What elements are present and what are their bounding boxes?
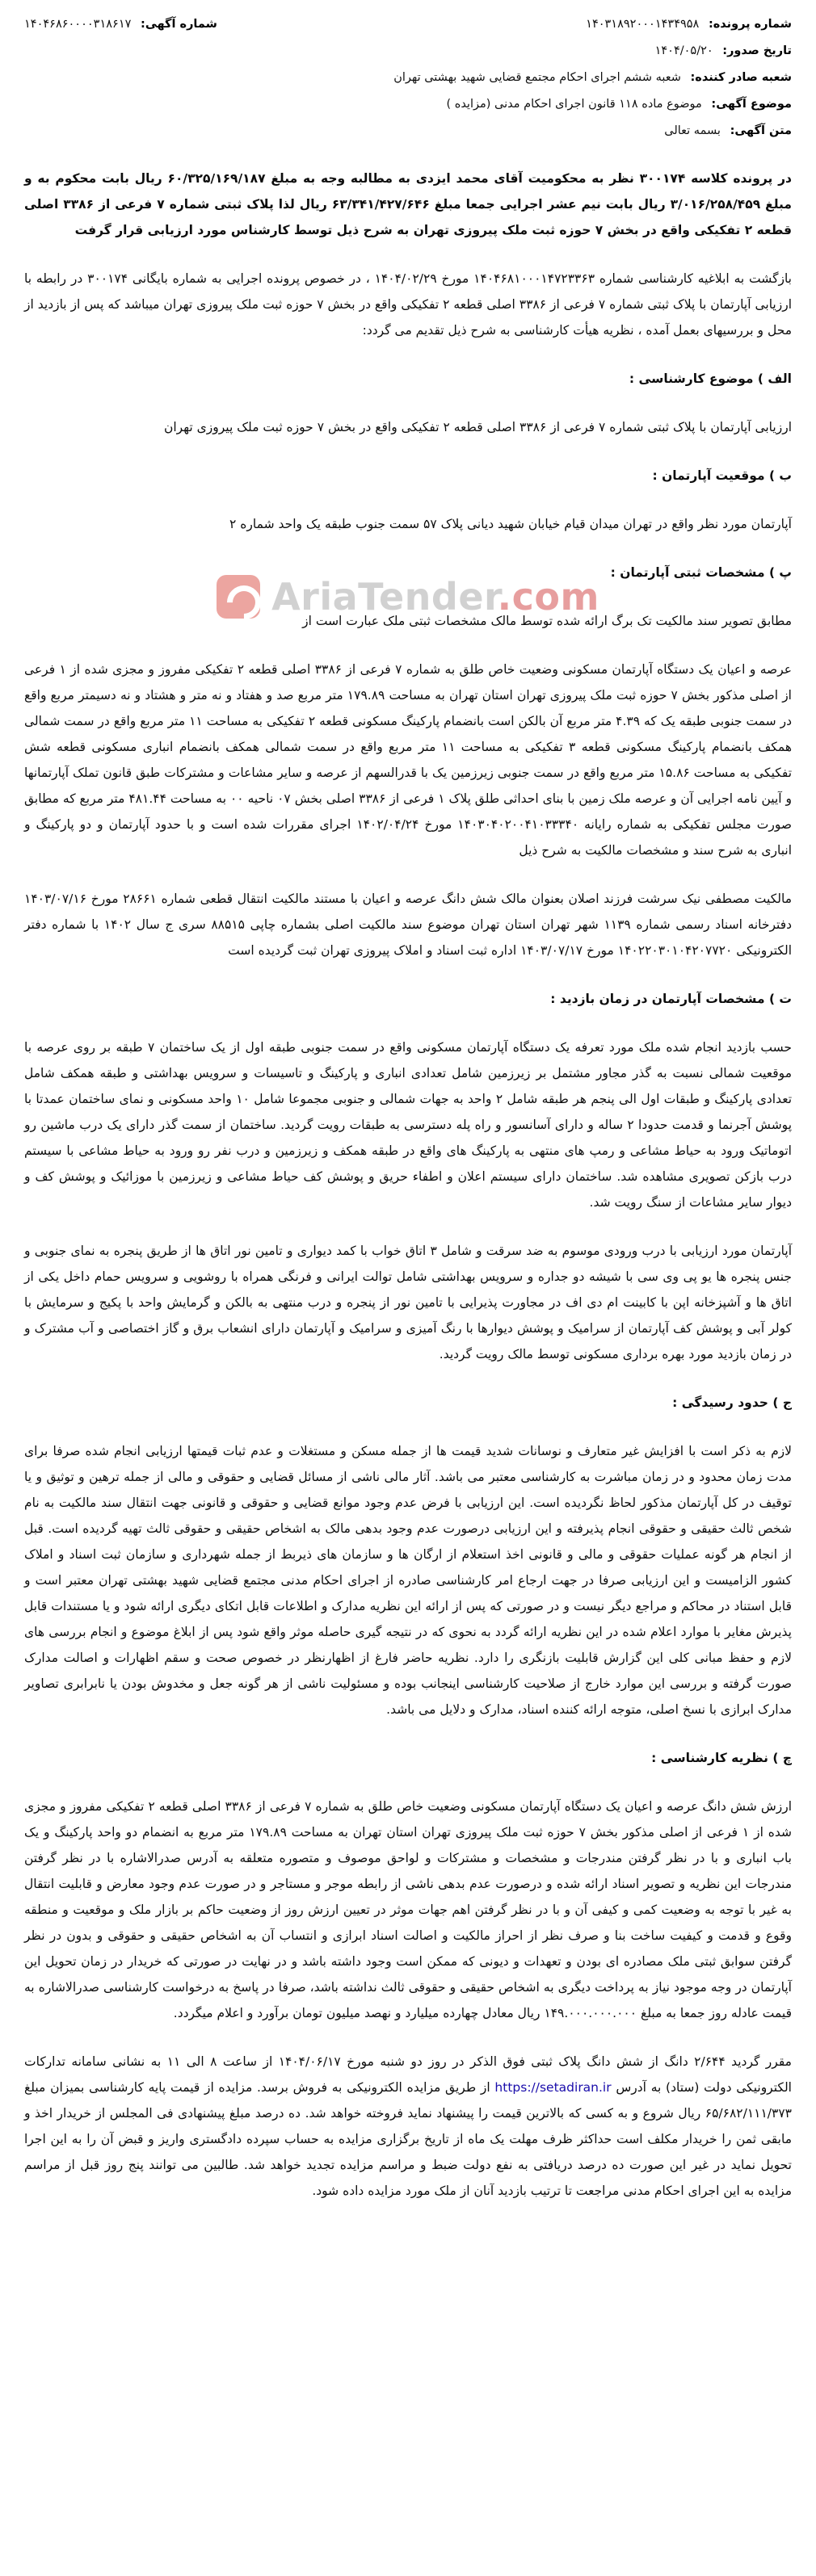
issuing-branch-label: شعبه صادر کننده:: [690, 71, 792, 84]
notice-text-label: متن آگهی:: [730, 124, 792, 137]
paragraph-scope-disclaimer: لازم به ذکر است با افزایش غیر متعارف و نوسانات شدید قیمت ها از جمله مسکن و مستغلات و عدم ثبات قیمتها ارزیابی انجام شده صرفا برای مدت زمان محدود و در زمان مباشرت به کارشناسی معتبر می باشد. آثار مالی ناشی از مسائل قضایی و حقوقی و مالی از جمله ترهین و توثیق و یا توقیف در کل آپارتمان مذکور لحاظ نگردیده است. این ارزیابی با فرض عدم وجود موانع قضایی و حقوقی و قانونی جهت انتقال سند مالکیت به نام شخص ثالث حقیقی و حقوقی انجام پذیرفته و این ارزیابی درصورت عدم وجود بدهی مالک به اشخاص حقیقی و حقوقی ثالث تهیه گردیده است. قبل از انجام هر گونه عملیات حقوقی و مالی و قانونی اخذ استعلام از ارگان ها و سازمان های ذیربط از جمله شهرداری و سازمان ثبت اسناد و املاک کشور الزامیست و این ارزیابی صرفا در جهت ارجاع امر کارشناسی صادره از اجرای احکام مدنی مجتمع قضایی شهید بهشتی تهران معتبر است و قابل استناد در محاکم و مراجع دیگر نیست و در صورتی که پس از ارائه این نظریه مدارک و اطلاعات قابل اتکای دیگری ارائه شود و یا مستندات قابل پذیرش مغایر با موارد اعلام شده در این نظریه ارائه گردد به نحوی که در نتیجه گیری حاصله موثر واقع شود پس از ابلاغ موضوع و انجام بررسی های لازم و حفظ مبانی کلی این گزارش قابلیت بازنگری را دارد. نظریه حاضر فارغ از اظهارنظر در خصوص صحت و سقم اظهارات و اصالت مدارک صورت گرفته و بررسی این موارد خارج از صلاحیت کارشناسی اینجانب بوده و مسئولیت ناشی از هر گونه جعل و مخدوش بودن یا نابرابری تصاویر مدارک ابرازی با نسخ اصلی، متوجه ارائه کننده اسناد، مدارک و دلایل می باشد.: [24, 1444, 792, 1717]
header-row-date: [24, 44, 792, 57]
notice-number-value: ۱۴۰۴۶۸۶۰۰۰۰۳۱۸۶۱۷: [24, 18, 132, 31]
notice-number-field: [24, 18, 217, 31]
section-heading-location: ب ) موقعیت آپارتمان :: [652, 468, 792, 483]
paragraph-expert-referral: بازگشت به ابلاغیه کارشناسی شماره ۱۴۰۴۶۸۱۰۰۰۱۴۷۲۳۳۶۳ مورخ ۱۴۰۴/۰۲/۲۹ ، در خصوص پرونده اجرایی به شماره بایگانی ۳۰۰۱۷۴ در رابطه با ارزیابی آپارتمان با پلاک ثبتی شماره ۷ فرعی از ۳۳۸۶ اصلی قطعه ۲ تفکیکی واقع در بخش ۷ حوزه ثبت ملک پیروزی تهران میباشد که پس از بازدید از محل و بررسیهای بعمل آمده ، نظریه هیأت کارشناسی به شرح ذیل تقدیم می گردد:: [24, 271, 793, 338]
issue-date-field: [655, 44, 792, 57]
notice-text-field: [664, 124, 792, 137]
setadiran-link[interactable]: https://setadiran.ir: [494, 2080, 612, 2095]
paragraph-case-summary: در پرونده کلاسه ۳۰۰۱۷۴ نظر به محکومیت آقای محمد ایزدی به مطالبه وجه به مبلغ ۶۰/۳۲۵/۱۶۹/۱۸۷ ریال بابت محکوم به و مبلغ ۳/۰۱۶/۲۵۸/۴۵۹ ریال بابت نیم عشر اجرایی جمعا مبلغ ۶۳/۳۴۱/۴۲۷/۶۴۶ ریال لذا پلاک ثبتی شماره ۷ فرعی از ۳۳۸۶ اصلی قطعه ۲ تفکیکی واقع در بخش ۷ حوزه ثبت ملک پیروزی تهران به شرح ذیل توسط کارشناس مورد ارزیابی قرار گرفت: [24, 171, 792, 237]
notice-number-label: شماره آگهی:: [141, 18, 217, 31]
section-heading-expert-opinion: چ ) نظریه کارشناسی :: [651, 1751, 792, 1765]
watermark-suffix-text: .com: [497, 575, 599, 619]
paragraph-unit-inspection: آپارتمان مورد ارزیابی با درب ورودی موسوم به ضد سرقت و شامل ۳ اتاق خواب با کمد دیواری و تامین نور اتاق ها از طریق پنجره به نمای جنوبی و جنس پنجره ها یو پی وی سی با شیشه دو جداره و سرویس بهداشتی شامل توالت ایرانی و فرنگی همراه با روشویی و سرویس حمام داخل یکی از اتاق ها و آشپزخانه اپن با کابینت ام دی اف در مجاورت پذیرایی با تامین نور از پنجره و درب منتهی به بالکن و گرمایش واحد با پکیج و سرمایش با کولر آبی و پوشش کف آپارتمان از سرامیک و پوشش دیوارها با رنگ آمیزی و سرامیک و آپارتمان دارای انشعاب برق و گاز اختصاصی و آب مشترک و در زمان بازدید مورد بهره برداری مسکونی توسط مالک رویت گردید.: [24, 1244, 793, 1361]
watermark-brand-text: AriaTender: [271, 575, 498, 619]
notice-subject-field: [446, 98, 792, 111]
issue-date-label: تاریخ صدور:: [722, 44, 792, 57]
notice-subject-value: موضوع ماده ۱۱۸ قانون اجرای احکام مدنی (مزایده ): [446, 98, 702, 111]
paragraph-apartment-location: آپارتمان مورد نظر واقع در تهران میدان قیام خیابان شهید دیانی پلاک ۵۷ سمت جنوب طبقه یک واحد شماره ۲: [229, 517, 792, 531]
paragraph-building-inspection: حسب بازدید انجام شده ملک مورد تعرفه یک دستگاه آپارتمان مسکونی واقع در سمت جنوبی طبقه اول از یک ساختمان ۷ طبقه بر روی عرصه با موقعیت شمالی نسبت به گذر مجاور مشتمل بر زیرزمین شامل تعدادی انباری و پارکینگ و تاسیسات و سرویس بهداشتی و طبقه همکف شامل تعدادی پارکینگ و طبقات اول الی پنجم هر طبقه شامل ۲ واحد به جهات شمالی و جنوبی مجموعا شامل ۱۰ واحد مسکونی و نمای ساختمان عمدتا با پوشش آجرنما و قدمت حدودا ۲ ساله و دارای آسانسور و راه پله دسترسی به طبقات رویت گردید. ساختمان از سمت گذر دارای یک درب ماشین رو اتوماتیک ورود به حیاط مشاعی و رمپ های منتهی به پارکینگ های واقع در طبقه همکف و زیرزمین و درب نفر رو ورود به حیاط مشاعی با سیستم درب بازکن تصویری مشاهده شد. ساختمان دارای سیستم اعلان و اطفاء حریق و پوشش کف حیاط مشاعی و زیرزمین با موزائیک و پوشش کف و دیوار سایر مشاعات از سنگ رویت شد.: [24, 1040, 793, 1210]
section-heading-subject: الف ) موضوع کارشناسی :: [629, 371, 792, 386]
case-number-field: [586, 18, 792, 31]
paragraph-ownership-record: مالکیت مصطفی نیک سرشت فرزند اصلان بعنوان مالک شش دانگ عرصه و اعیان با مستند مالکیت انتقال قطعی شماره ۲۸۶۶۱ مورخ ۱۴۰۳/۰۷/۱۶ دفترخانه اسناد رسمی شماره ۱۱۳۹ شهر تهران استان تهران موضوع سند مالکیت اصلی بشماره چاپی ۸۸۵۱۵ سری ج سال ۱۴۰۲ با شماره دفتر الکترونیکی ۱۴۰۲۲۰۳۰۱۰۴۲۰۷۷۲۰ مورخ ۱۴۰۳/۰۷/۱۷ اداره ثبت اسناد و املاک پیروزی تهران ثبت گردیده است: [24, 892, 793, 958]
paragraph-auction-terms: [24, 2049, 792, 2204]
notice-body: [0, 154, 816, 2259]
paragraph-registry-details: عرصه و اعیان یک دستگاه آپارتمان مسکونی وضعیت خاص طلق به شماره ۷ فرعی از ۳۳۸۶ اصلی قطعه ۲ تفکیکی مفروز و مجزی شده از ۱ فرعی از اصلی مذکور بخش ۷ حوزه ثبت ملک پیروزی تهران استان تهران به مساحت ۱۷۹.۸۹ متر مربع صد و هفتاد و نه متر و هشتاد و نه دسیمتر مربع واقع در سمت جنوبی طبقه یک که ۴.۳۹ متر مربع آن بالکن است بانضمام پارکینگ مسکونی قطعه ۲ تفکیکی به مساحت ۱۱ متر مربع واقع در سمت شمالی همکف بانضمام پارکینگ مسکونی قطعه ۳ تفکیکی به مساحت ۱۱ متر مربع واقع در سمت شمالی همکف بانضمام انباری مسکونی قطعه شش تفکیکی به مساحت ۱۵.۸۶ متر مربع واقع در سمت جنوبی زیرزمین یک با قدرالسهم از عرصه و سایر مشاعات و مشترکات طبق قانون تملک آپارتمانها و آیین نامه اجرایی آن و عرصه ملک زمین با بنای احداثی طلق پلاک ۱ فرعی از ۳۳۸۶ اصلی بخش ۰۷ ناحیه ۰۰ به مساحت ۴۸۱.۴۴ متر مربع که مطابق صورت مجلس تفکیکی به شماره رایانه ۱۴۰۳۰۴۰۲۰۰۴۱۰۳۳۳۴۰ مورخ ۱۴۰۲/۰۴/۲۴ اجرای مقررات شده است و با حدود آپارتمان و دو پارکینگ و انباری به شرح سند و مشخصات مالکیت به شرح ذیل: [24, 662, 793, 858]
case-number-label: شماره پرونده:: [708, 18, 792, 31]
header-row-branch: [24, 71, 792, 84]
case-number-value: ۱۴۰۳۱۸۹۲۰۰۰۱۴۳۴۹۵۸: [586, 18, 700, 31]
issuing-branch-value: شعبه ششم اجرای احکام مجتمع قضایی شهید بهشتی تهران: [393, 71, 681, 84]
paragraph-appraisal-subject: ارزیابی آپارتمان با پلاک ثبتی شماره ۷ فرعی از ۳۳۸۶ اصلی قطعه ۲ تفکیکی واقع در بخش ۷ حوزه ثبت ملک پیروزی تهران: [163, 420, 792, 434]
document-header: [0, 0, 816, 154]
paragraph-registry-intro: مطابق تصویر سند مالکیت تک برگ ارائه شده توسط مالک مشخصات ثبتی ملک عبارت است از: [302, 614, 792, 628]
section-heading-inspection: ت ) مشخصات آپارتمان در زمان بازدید :: [550, 992, 792, 1006]
notice-subject-label: موضوع آگهی:: [711, 98, 792, 111]
issue-date-value: ۱۴۰۴/۰۵/۲۰: [654, 44, 713, 57]
header-row-body-intro: [24, 124, 792, 137]
paragraph-valuation-opinion: ارزش شش دانگ عرصه و اعیان یک دستگاه آپارتمان مسکونی وضعیت خاص طلق به شماره ۷ فرعی از ۳۳۸۶ اصلی قطعه ۲ تفکیکی مفروز و مجزی شده از ۱ فرعی از اصلی مذکور بخش ۷ حوزه ثبت ملک پیروزی تهران استان تهران به مساحت ۱۷۹.۸۹ متر مربع به انضمام دو واحد پارکینگ و یک باب انباری و با در نظر گرفتن مندرجات و مشخصات و مشترکات و لواحق موصوف و متصوره متعلقه به آدرس صدرالاشاره با در نظر گرفتن مندرجات این نظریه و تصویر اسناد ارائه شده و درصورت عدم بدهی ناشی از رابطه موجر و مستاجر و در صورت عدم وجود معارض و قابلیت انتقال به غیر با توجه به وضعیت کمی و کیفی آن و با در نظر گرفتن اهم جهات موثر در تعیین ارزش روز از وضعیت حاکم بر بازار ملک و موقعیت و منطقه وقوع و قدمت و کیفیت ساخت بنا و صرف نظر از احراز مالکیت و اصالت اسناد ابرازی و انتساب آن به اشخاص حقیقی و حقوقی و بدون در نظر گرفتن سوابق ثبتی ملک مصادره ای بودن و تعهدات و دیونی که ممکن است وجود داشته باشد و در نهایت در صورتی که خریدار در زمان تحویل این آپارتمان در وجه موجود نیاز به پرداخت دیگری به اشخاص حقیقی و حقوقی ثالث نداشته باشد، صرفا در پاسخ به درخواست کارشناسی صدرالاشاره به قیمت عادله روز جمعا به مبلغ ۱۴۹.۰۰۰.۰۰۰.۰۰۰ ریال معادل چهارده میلیارد و نهصد میلیون تومان برآورد و اعلام میگردد.: [24, 1799, 793, 2020]
section-heading-scope: ج ) حدود رسیدگی :: [672, 1395, 792, 1410]
header-row-numbers: [24, 18, 792, 31]
bismillah-text: بسمه تعالی: [664, 124, 721, 137]
header-row-subject: [24, 98, 792, 111]
auction-terms-pre-text: مقرر گردید ۲/۶۴۴ دانگ از شش دانگ پلاک ثبتی فوق الذکر در روز دو شنبه مورخ ۱۴۰۴/۰۶/۱۷ از ساعت ۸ الی ۱۱ به نشانی سامانه تدارکات الکترونیکی دولت (ستاد) به آدرس: [24, 2054, 792, 2095]
auction-terms-post-text: از طریق مزایده الکترونیکی به فروش برسد. مزایده از قیمت پایه کارشناسی بمیزان مبلغ ۶۵/۶۸۲/۱۱۱/۳۷۳ ریال شروع و به کسی که بالاترین قیمت را پیشنهاد نماید فروخته خواهد شد. ده درصد مبلغ پیشنهادی فی المجلس از خریدار اخذ و مابقی ثمن را خریدار مکلف است حداکثر ظرف مهلت یک ماه از تاریخ برگزاری مزایده به حساب سپرده دادگستری واریز و قبض آن را به این اجرا تحویل نماید در غیر این صورت ده درصد دریافتی به نفع دولت ضبط و مراسم مزایده تجدید خواهد شد. طالبین می توانند پنج روز قبل از مراسم مزایده به این اجرای احکام مدنی مراجعت تا ترتیب بازدید آنان از ملک مورد مزایده داده شود.: [24, 2080, 792, 2198]
section-heading-registry: پ ) مشخصات ثبتی آپارتمان :: [610, 565, 792, 580]
issuing-branch-field: [393, 71, 792, 84]
